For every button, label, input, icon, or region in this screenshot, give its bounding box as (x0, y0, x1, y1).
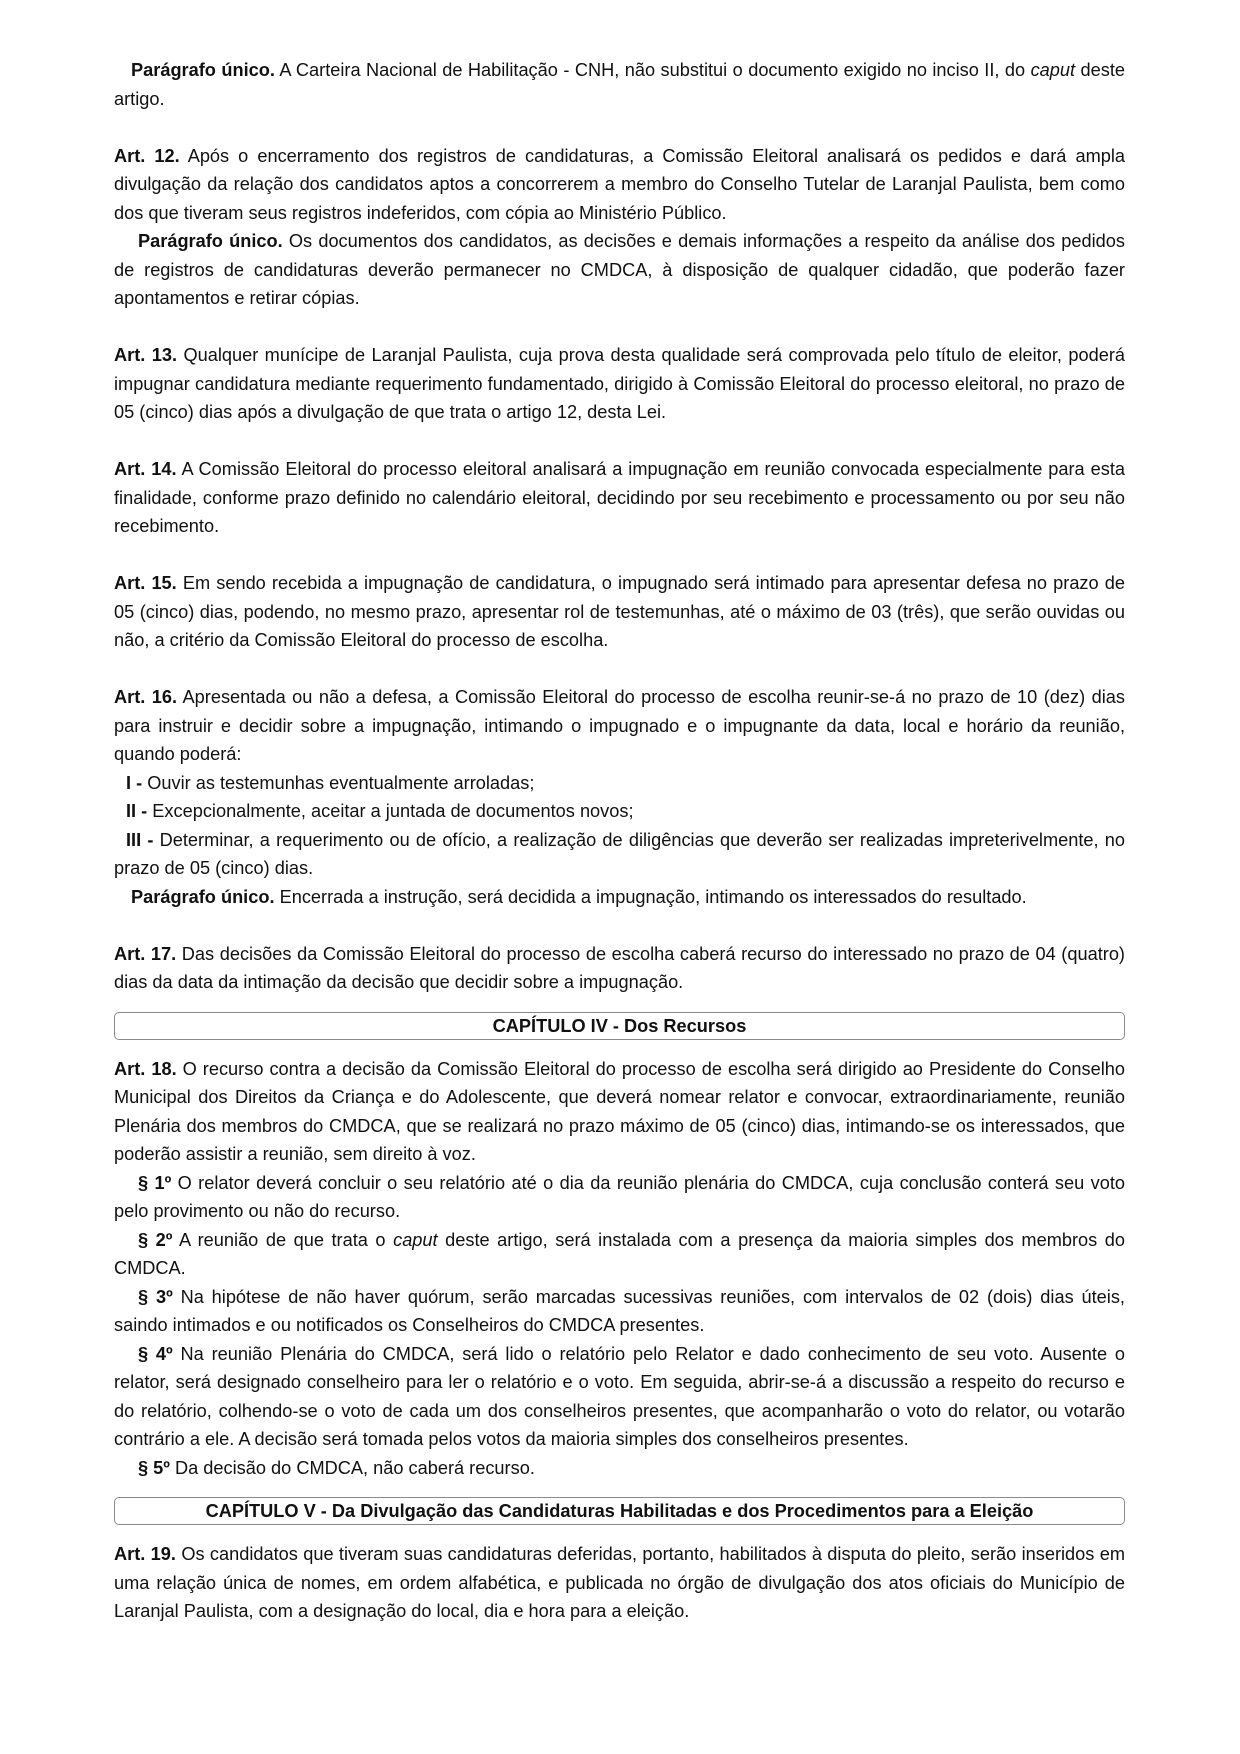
paragraph-label: Art. 14. (114, 459, 177, 479)
paragraph-label: Art. 15. (114, 573, 177, 593)
paragraph-label: § 3º (138, 1286, 173, 1307)
paragraph-text: A Comissão Eleitoral do processo eleitoral analisará a impugnação em reunião convocada especialmente para esta finalidade, conforme prazo definido no calendário eleitoral, decidindo por seu recebimento e processamento ou por seu não recebimento. (114, 459, 1125, 536)
paragraph-text: Após o encerramento dos registros de candidaturas, a Comissão Eleitoral analisará os pedidos e dará ampla divulgação da relação dos candidatos aptos a concorrerem a membro do Conselho Tutelar de Laranjal Paulista, bem como dos que tiveram seus registros indeferidos, com cópia ao Ministério Público. (114, 145, 1125, 223)
paragraph-text: A reunião de que trata o (172, 1229, 394, 1250)
paragraph-label: Parágrafo único. (138, 231, 283, 251)
paragraph (114, 769, 1125, 798)
paragraph (114, 56, 1125, 113)
italic-term: caput (1030, 60, 1076, 80)
paragraph-spacer (114, 313, 1125, 342)
paragraph-text: Ouvir as testemunhas eventualmente arroladas; (142, 772, 535, 793)
paragraph-spacer (114, 427, 1125, 456)
paragraph-text: O recurso contra a decisão da Comissão Eleitoral do processo de escolha será dirigido ao Presidente do Conselho Municipal dos Direitos da Criança e do Adolescente, que deverá nomear relator e convocar, extraordinariamente, reunião Plenária dos membros do CMDCA, que se realizará no prazo máximo de 05 (cinco) dias, intimando-se os interessados, que poderão assistir a reunião, sem direito à voz. (114, 1058, 1125, 1164)
paragraph (114, 940, 1125, 997)
paragraph (114, 1340, 1125, 1454)
chapter-heading: CAPÍTULO V - Da Divulgação das Candidaturas Habilitadas e dos Procedimentos para a Eleição (114, 1497, 1125, 1525)
paragraph (114, 227, 1125, 313)
paragraph (114, 1055, 1125, 1169)
paragraph-label: Parágrafo único. (131, 60, 275, 80)
paragraph-label: I - (126, 772, 143, 793)
paragraph-text: Os candidatos que tiveram suas candidaturas deferidas, portanto, habilitados à disputa do pleito, serão inseridos em uma relação única de nomes, em ordem alfabética, e publicada no órgão de divulgação dos atos oficiais do Município de Laranjal Paulista, com a designação do local, dia e hora para a eleição. (114, 1544, 1125, 1621)
paragraph-text: Das decisões da Comissão Eleitoral do processo de escolha caberá recurso do interessado no prazo de 04 (quatro) dias da data da intimação da decisão que decidir sobre a impugnação. (114, 943, 1125, 992)
paragraph (114, 1540, 1125, 1626)
paragraph-text: deste artigo. (114, 60, 1126, 109)
paragraph-text: Na reunião Plenária do CMDCA, será lido o relatório pelo Relator e dado conhecimento de seu voto. Ausente o relator, será designado conselheiro para ler o relatório e o voto. Em seguida, abrir-se-á a discussão a respeito do recurso e do relatório, colhendo-se o voto de cada um dos conselheiros presentes, que acompanharão o voto do relator, ou votarão contrário a ele. A decisão será tomada pelos votos da maioria simples dos conselheiros presentes. (114, 1343, 1125, 1449)
paragraph (114, 1283, 1125, 1340)
paragraph-spacer (114, 655, 1125, 684)
paragraph-label: Art. 19. (114, 1544, 176, 1564)
document-page (114, 56, 1125, 1626)
paragraph-text: Os documentos dos candidatos, as decisões e demais informações a respeito da análise dos pedidos de registros de candidaturas deverão permanecer no CMDCA, à disposição de qualquer cidadão, que poderão fazer apontamentos e retirar cópias. (114, 231, 1125, 308)
paragraph-label: Art. 16. (114, 687, 178, 707)
paragraph-text: Da decisão do CMDCA, não caberá recurso. (169, 1457, 535, 1478)
paragraph-text: Determinar, a requerimento ou de ofício, a realização de diligências que deverão ser realizadas impreterivelmente, no prazo de 05 (cinco) dias. (114, 829, 1125, 878)
paragraph-label: Art. 13. (114, 345, 178, 365)
paragraph-text: Em sendo recebida a impugnação de candidatura, o impugnado será intimado para apresentar defesa no prazo de 05 (cinco) dias, podendo, no mesmo prazo, apresentar rol de testemunhas, até o máximo de 03 (três), que serão ouvidas ou não, a critério da Comissão Eleitoral do processo de escolha. (114, 573, 1125, 650)
paragraph-spacer (114, 541, 1125, 570)
paragraph-label: Parágrafo único. (131, 886, 275, 907)
paragraph (114, 797, 1125, 826)
paragraph-text: Encerrada a instrução, será decidida a impugnação, intimando os interessados do resultado. (274, 886, 1027, 907)
paragraph-text: Na hipótese de não haver quórum, serão marcadas sucessivas reuniões, com intervalos de 02 (dois) dias úteis, saindo intimados e ou notificados os Conselheiros do CMDCA presentes. (114, 1286, 1125, 1335)
paragraph (114, 341, 1125, 427)
chapter-heading: CAPÍTULO IV - Dos Recursos (114, 1012, 1125, 1040)
paragraph (114, 1169, 1125, 1226)
paragraph (114, 569, 1125, 655)
paragraph-label: § 5º (138, 1457, 170, 1478)
paragraph-text: A Carteira Nacional de Habilitação - CNH, não substitui o documento exigido no inciso II, do (274, 60, 1031, 80)
paragraph-label: Art. 17. (114, 943, 177, 964)
paragraph-text: Apresentada ou não a defesa, a Comissão Eleitoral do processo de escolha reunir-se-á no prazo de 10 (dez) dias para instruir e decidir sobre a impugnação, intimando o impugnado e o impugnante da data, local e horário da reunião, quando poderá: (114, 687, 1125, 764)
paragraph-label: III - (126, 829, 154, 850)
paragraph-label: § 4º (138, 1343, 173, 1364)
paragraph (114, 1454, 1125, 1483)
paragraph-text: Qualquer munícipe de Laranjal Paulista, cuja prova desta qualidade será comprovada pelo título de eleitor, poderá impugnar candidatura mediante requerimento fundamentado, dirigido à Comissão Eleitoral do processo eleitoral, no prazo de 05 (cinco) dias após a divulgação de que trata o artigo 12, desta Lei. (114, 345, 1125, 422)
paragraph-label: II - (126, 801, 148, 821)
paragraph (114, 826, 1125, 883)
paragraph-text: deste artigo, será instalada com a presença da maioria simples dos membros do CMDCA. (114, 1229, 1125, 1278)
paragraph (114, 883, 1125, 912)
paragraph-spacer (114, 911, 1125, 940)
paragraph (114, 142, 1125, 228)
paragraph-label: § 1º (138, 1172, 172, 1193)
paragraph-spacer (114, 113, 1125, 142)
paragraph-label: § 2º (138, 1229, 173, 1250)
paragraph-label: Art. 12. (114, 145, 180, 166)
paragraph (114, 683, 1125, 769)
paragraph-label: Art. 18. (114, 1058, 177, 1079)
paragraph-text: Excepcionalmente, aceitar a juntada de documentos novos; (147, 801, 634, 821)
italic-term: caput (393, 1229, 438, 1250)
paragraph (114, 455, 1125, 541)
paragraph-text: O relator deverá concluir o seu relatório até o dia da reunião plenária do CMDCA, cuja conclusão conterá seu voto pelo provimento ou não do recurso. (114, 1172, 1125, 1221)
paragraph (114, 1226, 1125, 1283)
